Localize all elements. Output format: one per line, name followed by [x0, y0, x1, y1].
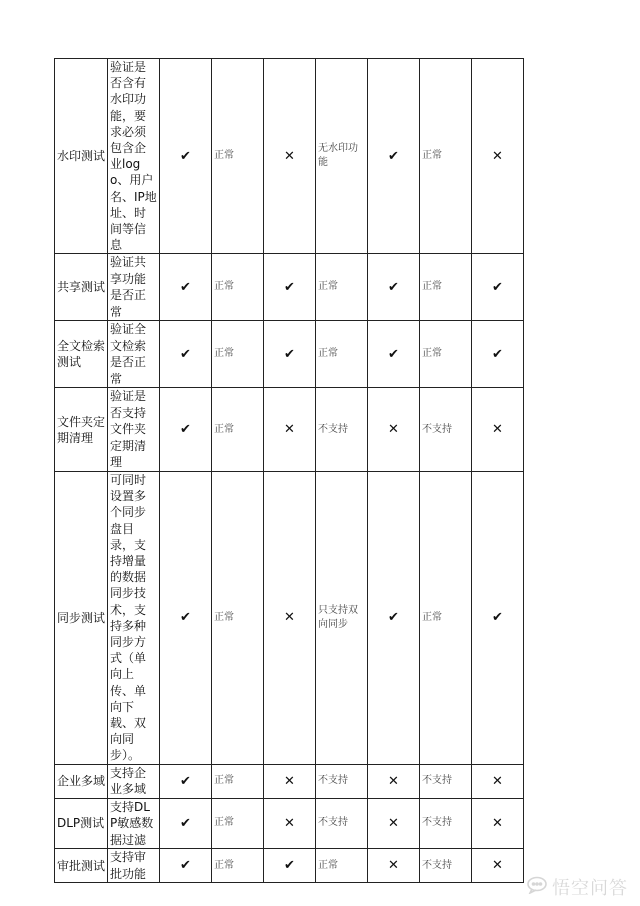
table-row	[55, 388, 524, 472]
feature-description: 验证是否支持文件夹定期清理	[108, 388, 160, 472]
result-text: 不支持	[316, 388, 368, 472]
result-text: 正常	[212, 798, 264, 849]
check-icon: ✔	[264, 254, 316, 321]
result-text: 正常	[316, 254, 368, 321]
result-text: 正常	[420, 59, 472, 254]
feature-name: 共享测试	[55, 254, 108, 321]
check-icon: ✔	[160, 321, 212, 388]
cross-icon: ✕	[368, 388, 420, 472]
feature-description: 验证共享功能是否正常	[108, 254, 160, 321]
table-row	[55, 798, 524, 849]
cross-icon: ✕	[472, 59, 524, 254]
table-row	[55, 849, 524, 883]
check-icon: ✔	[264, 321, 316, 388]
feature-name: DLP测试	[55, 798, 108, 849]
check-icon: ✔	[160, 254, 212, 321]
table-row	[55, 321, 524, 388]
feature-description: 支持审批功能	[108, 849, 160, 883]
result-text: 正常	[212, 849, 264, 883]
watermark	[526, 874, 628, 900]
result-text: 不支持	[420, 764, 472, 798]
feature-name: 水印测试	[55, 59, 108, 254]
feature-description: 验证全文检索是否正常	[108, 321, 160, 388]
check-icon: ✔	[160, 798, 212, 849]
check-icon: ✔	[160, 849, 212, 883]
check-icon: ✔	[264, 849, 316, 883]
result-text: 只支持双向同步	[316, 471, 368, 764]
cross-icon: ✕	[368, 764, 420, 798]
check-icon: ✔	[368, 321, 420, 388]
cross-icon: ✕	[472, 798, 524, 849]
feature-name: 审批测试	[55, 849, 108, 883]
cross-icon: ✕	[264, 388, 316, 472]
result-text: 正常	[316, 849, 368, 883]
cross-icon: ✕	[472, 764, 524, 798]
result-text: 正常	[420, 254, 472, 321]
result-text: 正常	[212, 388, 264, 472]
feature-name: 企业多域	[55, 764, 108, 798]
feature-name: 文件夹定期清理	[55, 388, 108, 472]
watermark-text: 悟空问答	[552, 878, 628, 899]
result-text: 正常	[316, 321, 368, 388]
cross-icon: ✕	[368, 849, 420, 883]
result-text: 正常	[212, 254, 264, 321]
check-icon: ✔	[368, 471, 420, 764]
cross-icon: ✕	[264, 764, 316, 798]
result-text: 不支持	[420, 849, 472, 883]
check-icon: ✔	[368, 254, 420, 321]
cross-icon: ✕	[264, 798, 316, 849]
table-row	[55, 764, 524, 798]
check-icon: ✔	[160, 388, 212, 472]
feature-description: 验证是否含有水印功能，要求必须包含企业logo、用户名、IP地址、时间等信息	[108, 59, 160, 254]
result-text: 正常	[212, 764, 264, 798]
result-text: 不支持	[420, 798, 472, 849]
comparison-table	[54, 58, 524, 883]
result-text: 不支持	[316, 798, 368, 849]
result-text: 正常	[420, 471, 472, 764]
check-icon: ✔	[160, 764, 212, 798]
result-text: 正常	[212, 321, 264, 388]
feature-description: 可同时设置多个同步盘目录，支持增量的数据同步技术，支持多种同步方式（单向上传、单向下载、双向同步）。	[108, 471, 160, 764]
cross-icon: ✕	[472, 849, 524, 883]
speech-bubble-icon	[526, 876, 548, 899]
cross-icon: ✕	[264, 471, 316, 764]
cross-icon: ✕	[264, 59, 316, 254]
result-text: 无水印功能	[316, 59, 368, 254]
feature-name: 全文检索测试	[55, 321, 108, 388]
cross-icon: ✕	[472, 388, 524, 472]
check-icon: ✔	[368, 59, 420, 254]
feature-description: 支持企业多域	[108, 764, 160, 798]
result-text: 正常	[420, 321, 472, 388]
result-text: 不支持	[420, 388, 472, 472]
check-icon: ✔	[160, 59, 212, 254]
feature-name: 同步测试	[55, 471, 108, 764]
result-text: 正常	[212, 59, 264, 254]
check-icon: ✔	[472, 254, 524, 321]
cross-icon: ✕	[368, 798, 420, 849]
table-row	[55, 59, 524, 254]
table-row	[55, 254, 524, 321]
check-icon: ✔	[160, 471, 212, 764]
table-row	[55, 471, 524, 764]
result-text: 不支持	[316, 764, 368, 798]
feature-description: 支持DLP敏感数据过滤	[108, 798, 160, 849]
result-text: 正常	[212, 471, 264, 764]
check-icon: ✔	[472, 321, 524, 388]
check-icon: ✔	[472, 471, 524, 764]
